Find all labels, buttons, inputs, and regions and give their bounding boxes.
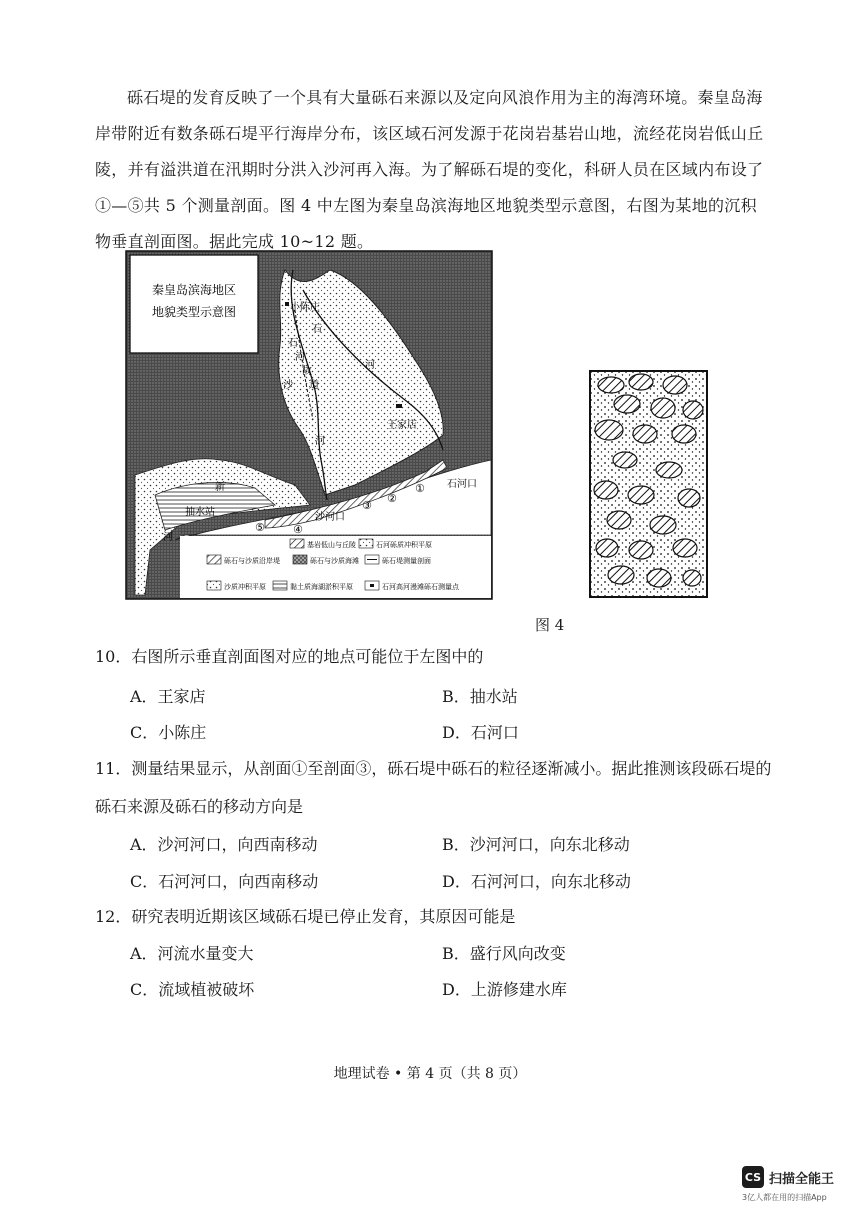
label-river-char-2: 河 (365, 360, 375, 371)
intro-paragraph: 砾石堤的发育反映了一个具有大量砾石来源以及定向风浪作用为主的海湾环境。秦皇岛海岸带附近有数条砾石堤平行海岸分布，该区域石河发源于花岗岩基岩山地，流经花岗岩低山丘陵，并有溢洪道在汛期时分洪入沙河再入海。为了解砾石堤的变化，科研人员在区域内布设了①—⑤共 5 个测量剖面。图 4 中左图为秦皇岛滨海地区地貌类型示意图，右图为某地的沉积物垂直剖面图。据此完成 10~12 题。 (95, 88, 764, 251)
label-wangjiadian: 王家店 (387, 420, 417, 431)
option-10-b[interactable]: B．抽水站 (442, 687, 518, 706)
label-choushuizhan: 抽水站 (185, 507, 215, 518)
profile-5: ⑤ (255, 521, 265, 534)
label-xiaochenzhuang: 小陈庄 (290, 302, 320, 313)
map-title-line1: 秦皇岛滨海地区 (151, 283, 237, 297)
figure-caption: 图 4 (535, 616, 565, 634)
question-12 (95, 900, 775, 934)
label-old-4: 道 (309, 380, 319, 391)
option-10-a[interactable]: A．王家店 (130, 687, 206, 706)
question-stem: 研究表明近期该区域砾石堤已停止发育，其原因可能是 (131, 907, 516, 926)
label-old-2: 河 (295, 352, 305, 363)
label-he: 河 (163, 532, 173, 543)
legend-item-1: 基岩低山与丘陵 (307, 541, 356, 549)
camscanner-logo-icon: CS (742, 1166, 764, 1188)
label-shihekou: 石河口 (447, 479, 477, 490)
map-title-line2: 地貌类型示意图 (151, 305, 237, 319)
option-11-d[interactable]: D．石河河口，向东北移动 (442, 872, 631, 891)
profile-1: ① (415, 482, 425, 495)
option-12-b[interactable]: B．盛行风向改变 (442, 944, 566, 963)
option-10-d[interactable]: D．石河口 (442, 723, 519, 742)
legend-item-3: 砾石与沙质沿岸堤 (224, 557, 280, 565)
label-xin: 新 (215, 482, 225, 493)
question-stem: 右图所示垂直剖面图对应的地点可能位于左图中的 (131, 647, 484, 666)
label-old-1: 石 (288, 338, 298, 349)
question-10 (95, 640, 775, 674)
profile-2: ② (387, 492, 397, 505)
question-11 (95, 750, 775, 826)
legend-item-6: 沙质冲积平原 (224, 583, 266, 591)
page-footer: 地理试卷 • 第 4 页（共 8 页） (333, 1066, 527, 1082)
label-shahekou: 沙河口 (315, 512, 345, 523)
question-number: 10． (95, 647, 132, 666)
label-sha-2: 河 (315, 436, 325, 447)
option-12-c[interactable]: C．流域植被破坏 (130, 980, 255, 999)
profile-3: ③ (362, 499, 372, 512)
option-11-b[interactable]: B．沙河河口，向东北移动 (442, 835, 630, 854)
question-stem: 测量结果显示，从剖面①至剖面③，砾石堤中砾石的粒径逐渐减小。据此推测该段砾石堤的砾石来源及砾石的移动方向是 (95, 759, 772, 816)
scanner-badge-subtitle: 3亿人都在用的扫描App (742, 1193, 827, 1202)
option-11-c[interactable]: C．石河河口，向西南移动 (130, 872, 319, 891)
label-river-char-1: 石 (312, 324, 322, 335)
option-12-a[interactable]: A．河流水量变大 (130, 944, 254, 963)
option-10-c[interactable]: C．小陈庄 (130, 723, 207, 742)
label-old-3: 故 (302, 366, 312, 377)
profile-4: ④ (293, 523, 303, 536)
legend-item-8: 石河高河漫滩砾石测量点 (382, 583, 459, 591)
question-number: 12． (95, 907, 132, 926)
legend-item-4: 砾石与沙质海滩 (310, 557, 359, 565)
scanner-badge-title: 扫描全能王 (769, 1171, 835, 1187)
option-12-d[interactable]: D．上游修建水库 (442, 980, 567, 999)
sediment-profile (589, 370, 708, 598)
scanner-badge (742, 1166, 834, 1188)
option-11-a[interactable]: A．沙河河口，向西南移动 (130, 835, 318, 854)
legend-item-7: 黏土质海湖淤积平原 (290, 583, 353, 591)
label-sha-1: 沙 (283, 380, 293, 391)
landform-map (125, 250, 493, 600)
legend-item-2: 石河砾质冲积平原 (376, 541, 432, 549)
legend-item-5: 砾石堤测量剖面 (382, 557, 431, 565)
question-number: 11． (95, 759, 132, 778)
